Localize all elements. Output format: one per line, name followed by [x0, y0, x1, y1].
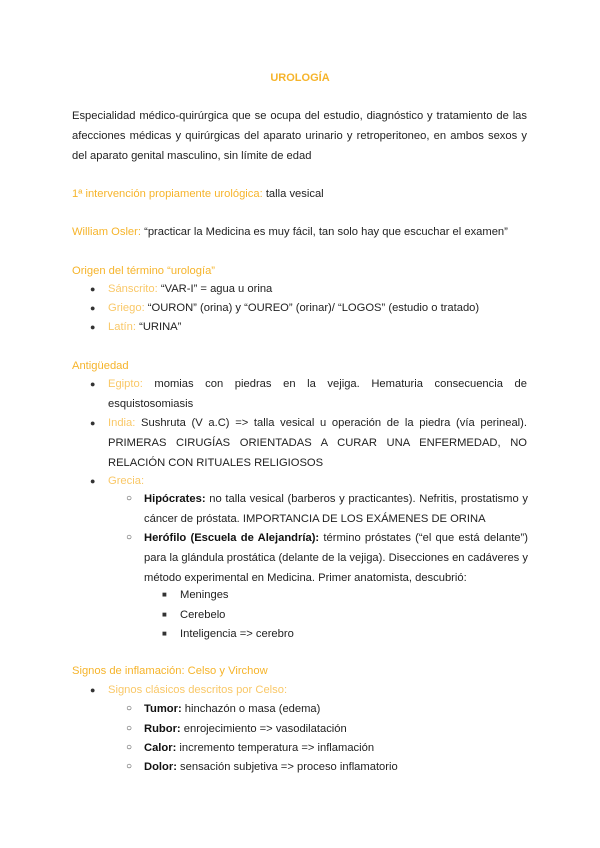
circle-bullet-icon: ○	[126, 703, 133, 714]
bullet-icon: ●	[90, 284, 96, 294]
bullet-icon: ●	[90, 303, 96, 313]
list-item-hippocrates	[144, 489, 528, 529]
sign-item	[144, 738, 528, 758]
origin-item-text: “OURON” (orina) y “OUREO” (orinar)/ “LOGOS” (estudio o tratado)	[144, 302, 480, 314]
sign-text: enrojecimiento => vasodilatación	[180, 723, 347, 735]
origin-item-text: “VAR-I” = agua u orina	[157, 283, 273, 295]
sign-item	[144, 719, 528, 739]
bullet-icon: ●	[90, 418, 96, 428]
origin-item-text: “URINA”	[136, 321, 182, 333]
inflammation-heading: Signos de inflamación: Celso y Virchow	[72, 665, 268, 677]
square-bullet-icon: ■	[162, 590, 167, 599]
discovery-item: Meninges	[180, 589, 229, 601]
list-item	[108, 279, 528, 299]
osler-quote: “practicar la Medicina es muy fácil, tan solo hay que escuchar el examen”	[141, 226, 508, 238]
antiquity-heading: Antigüedad	[72, 360, 129, 372]
bullet-icon: ●	[90, 685, 96, 695]
osler-quote-line	[72, 222, 527, 242]
discovery-item: Inteligencia => cerebro	[180, 628, 294, 640]
list-item	[108, 298, 528, 318]
sign-text: hinchazón o masa (edema)	[181, 703, 321, 715]
intro-paragraph: Especialidad médico-quirúrgica que se ocupa del estudio, diagnóstico y tratamiento de las afecciones médicas y quirúrgicas del aparato urinario y retroperitoneo, en ambos sexos y del aparato genital masculino, sin límite de edad	[72, 110, 527, 162]
circle-bullet-icon: ○	[126, 493, 133, 504]
list-item-egypt	[108, 374, 527, 414]
list-item	[108, 317, 528, 337]
sign-item	[144, 757, 528, 777]
origin-heading: Origen del término “urología”	[72, 265, 216, 277]
circle-bullet-icon: ○	[126, 761, 133, 772]
herophilus-text: término próstates (“el que está delante”) para la glándula prostática (delante de la vejiga). Disecciones en cadáveres y método experimental en Medicina. Primer anatomista, descubrió:	[144, 532, 528, 584]
origin-item-label: Sánscrito:	[108, 283, 158, 295]
square-bullet-icon: ■	[162, 610, 167, 619]
sign-label: Calor:	[144, 742, 177, 754]
sign-label: Dolor:	[144, 761, 177, 773]
bullet-icon: ●	[90, 322, 96, 332]
document-title: UROLOGÍA	[270, 72, 330, 84]
greece-label: Grecia:	[108, 475, 145, 487]
origin-item-label: Latín:	[108, 321, 136, 333]
bullet-icon: ●	[90, 379, 96, 389]
circle-bullet-icon: ○	[126, 742, 133, 753]
sign-label: Tumor:	[144, 703, 182, 715]
discovery-item: Cerebelo	[180, 609, 226, 621]
sign-label: Rubor:	[144, 723, 181, 735]
sign-text: sensación subjetiva => proceso inflamatorio	[176, 761, 398, 773]
first-intervention-label: 1ª intervención propiamente urológica:	[72, 188, 263, 200]
list-item-herophilus	[144, 528, 528, 588]
origin-item-label: Griego:	[108, 302, 145, 314]
hippocrates-label: Hipócrates:	[144, 493, 206, 505]
first-intervention-line	[72, 184, 527, 204]
egypt-text: momias con piedras en la vejiga. Hematuria consecuencia de esquistosomiasis	[108, 378, 527, 410]
hippocrates-text: no talla vesical (barberos y practicantes). Nefritis, prostatismo y cáncer de próstata. IMPORTANCIA DE LOS EXÁMENES DE ORINA	[144, 493, 528, 525]
circle-bullet-icon: ○	[126, 532, 133, 543]
bullet-icon: ●	[90, 476, 96, 486]
egypt-label: Egipto:	[108, 378, 143, 390]
circle-bullet-icon: ○	[126, 723, 133, 734]
first-intervention-value: talla vesical	[262, 188, 324, 200]
square-bullet-icon: ■	[162, 629, 167, 638]
celsus-heading: Signos clásicos descritos por Celso:	[108, 684, 288, 696]
list-item-greece	[108, 471, 527, 491]
sign-item	[144, 699, 528, 719]
sign-text: incremento temperatura => inflamación	[176, 742, 375, 754]
osler-label: William Osler:	[72, 226, 141, 238]
india-label: India:	[108, 417, 136, 429]
list-item-india	[108, 413, 527, 473]
india-text: Sushruta (V a.C) => talla vesical u operación de la piedra (vía perineal). PRIMERAS CIRUGÍAS ORIENTADAS A CURAR UNA ENFERMEDAD, NO RELACIÓN CON RITUALES RELIGIOSOS	[108, 417, 527, 469]
herophilus-label: Herófilo (Escuela de Alejandría):	[144, 532, 320, 544]
